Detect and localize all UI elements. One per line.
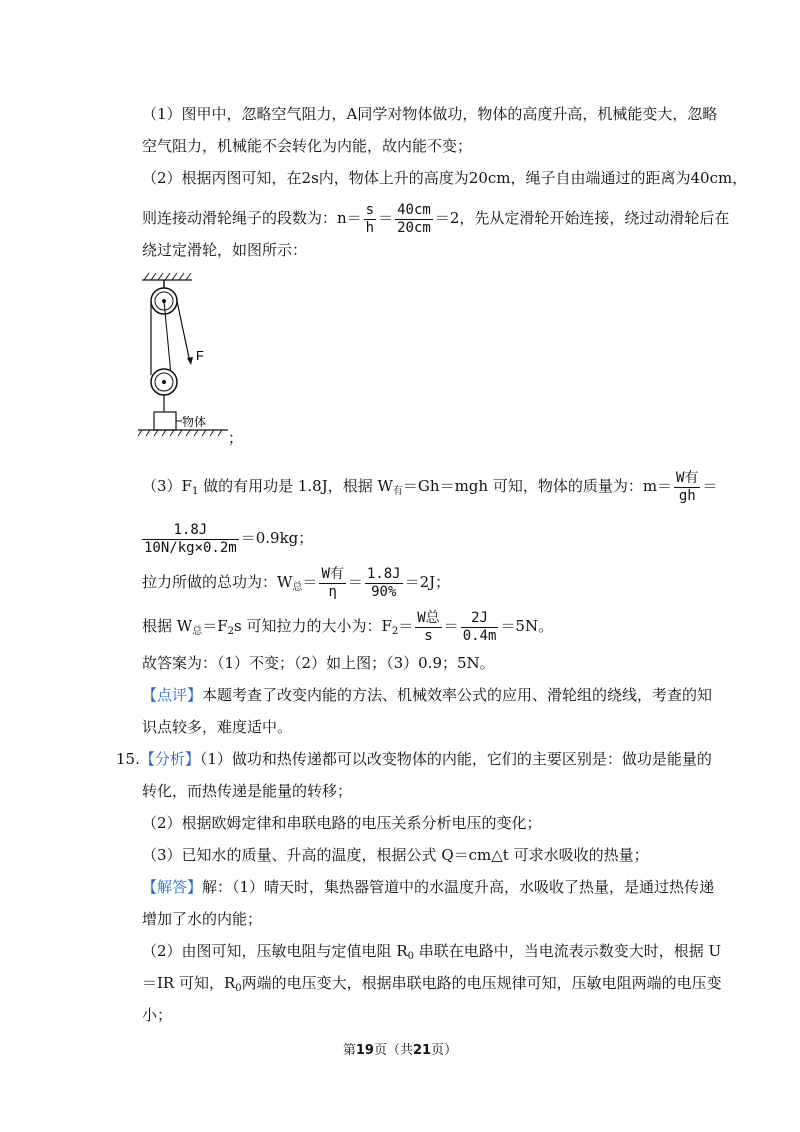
para2-line2 — [142, 200, 729, 237]
para3-line3 — [142, 562, 450, 608]
question-number: 15. — [116, 750, 140, 768]
numerator: 1.8J — [366, 565, 401, 582]
subscript: 总 — [292, 582, 303, 593]
text: ＝Gh＝mgh 可知，物体的质量为：m＝ — [402, 477, 673, 495]
review-line2: 识点较多，难度适中。 — [142, 718, 293, 736]
text: 根据 W — [142, 617, 193, 635]
text: ＝0.9kg； — [240, 529, 314, 547]
force-label: F — [196, 348, 204, 363]
text: 串联在电路中，当电流表示数变大时，根据 U — [413, 942, 722, 960]
fraction-1.8-over-90 — [365, 566, 403, 601]
q15-line7 — [142, 941, 721, 967]
text: 两端的电压变大，根据串联电路的电压规律可知，压敏电阻两端的电压变 — [241, 974, 722, 992]
fraction-s-over-h — [364, 202, 376, 237]
review-line1 — [142, 685, 712, 705]
object-box — [154, 412, 176, 430]
pulley-diagram — [136, 270, 246, 440]
object-label: 物体 — [182, 415, 207, 429]
text: （2）由图可知，压敏电阻与定值电阻 R — [142, 942, 408, 960]
q15-line8 — [142, 973, 722, 999]
text: ＝ — [443, 617, 459, 635]
page-number: 19 — [355, 1043, 374, 1058]
denominator: 0.4m — [462, 627, 497, 644]
q15-line2: 转化，而热传递是能量的转移； — [142, 782, 353, 800]
subscript: 有 — [392, 486, 403, 497]
figure-semicolon: ； — [228, 429, 244, 447]
para2-line3: 绕过定滑轮，如图所示： — [142, 241, 308, 259]
denominator: 20cm — [397, 219, 431, 236]
text: ＝IR 可知，R — [142, 974, 236, 992]
q15-line1 — [116, 749, 712, 769]
solution-tag: 【解答】 — [142, 878, 203, 896]
fraction-wzong-over-s — [415, 610, 441, 645]
fraction-40-over-20 — [395, 202, 433, 237]
subscript: 1 — [191, 486, 199, 497]
numerator: W总 — [417, 609, 440, 626]
text: ＝5N。 — [500, 617, 554, 635]
review-tag: 【点评】 — [142, 686, 203, 704]
fraction-2-over-0.4 — [461, 610, 499, 645]
text: 页） — [431, 1043, 458, 1058]
text: 则连接动滑轮绳子的段数为：n＝ — [142, 209, 362, 227]
text: ＝ — [302, 573, 318, 591]
page-footer — [0, 1039, 800, 1058]
subscript: 2 — [227, 626, 234, 637]
fraction-wyou-over-eta — [319, 566, 345, 601]
text: ＝ — [347, 573, 363, 591]
denominator: 10N/kg×0.2m — [144, 539, 237, 556]
para3-line1 — [142, 466, 718, 512]
numerator: s — [365, 201, 375, 218]
q15-line5 — [142, 877, 714, 897]
subscript: 总 — [192, 626, 203, 637]
para2-line1: （2）根据丙图可知，在2s内，物体上升的高度为20cm，绳子自由端通过的距离为40cm， — [142, 169, 748, 187]
q15-line6: 增加了水的内能； — [142, 910, 263, 928]
text: 页（共 — [373, 1043, 413, 1058]
denominator: 90% — [371, 583, 397, 600]
denominator: gh — [678, 487, 696, 504]
q15-line4: （3）已知水的质量、升高的温度，根据公式 Q＝cm△t 可求水吸收的热量； — [142, 846, 649, 864]
para3-line4 — [142, 606, 553, 652]
equals: ＝ — [378, 209, 394, 227]
text: 做的有用功是 1.8J，根据 W — [198, 477, 393, 495]
q15-line9: 小； — [142, 1006, 173, 1024]
denominator: s — [424, 627, 433, 644]
subscript: 0 — [407, 951, 414, 962]
subscript: 2 — [391, 626, 399, 637]
text: 本题考查了改变内能的方法、机械效率公式的应用、滑轮组的绕线，考查的知 — [202, 686, 713, 704]
text: ＝ — [398, 617, 414, 635]
analysis-tag: 【分析】 — [139, 750, 200, 768]
numerator: 1.8J — [142, 522, 239, 540]
para1-line1: （1）图甲中，忽略空气阻力，A同学对物体做功，物体的高度升高，机械能变大，忽略 — [142, 105, 718, 123]
numerator: W有 — [321, 565, 344, 582]
text: 第 — [342, 1043, 356, 1058]
text: ＝2，先从定滑轮开始连接，绕过动滑轮后在 — [434, 209, 730, 227]
text: s 可知拉力的大小为：F — [233, 617, 392, 635]
numerator: 40cm — [397, 201, 431, 218]
text: 解：（1）晴天时，集热器管道中的水温度升高，水吸收了热量，是通过热传递 — [202, 878, 715, 896]
text: ＝2J； — [404, 573, 451, 591]
fraction-wyou-over-gh — [674, 470, 700, 505]
denominator: η — [328, 583, 337, 600]
force-arrow — [187, 357, 193, 365]
fraction-mass — [142, 522, 239, 557]
text: （3）F — [142, 477, 192, 495]
text: 拉力所做的总功为：W — [142, 573, 293, 591]
movable-pulley — [151, 369, 177, 395]
denominator: h — [365, 219, 375, 236]
q15-line3: （2）根据欧姆定律和串联电路的电压关系分析电压的变化； — [142, 814, 542, 832]
ceiling-hatch — [144, 273, 191, 280]
text: （1）做功和热传递都可以改变物体的内能，它们的主要区别是：做功是能量的 — [199, 750, 712, 768]
subscript: 0 — [235, 983, 242, 994]
ground-hatch — [138, 430, 222, 436]
para1-line2: 空气阻力，机械能不会转化为内能，故内能不变； — [142, 137, 473, 155]
answer-line: 故答案为：（1）不变；（2）如上图；（3）0.9；5N。 — [142, 654, 495, 672]
text: ＝F — [202, 617, 228, 635]
para3-line2 — [140, 518, 313, 558]
total-pages: 21 — [413, 1043, 432, 1058]
numerator: 2J — [461, 610, 499, 628]
text: ＝ — [702, 477, 718, 495]
numerator: W有 — [676, 469, 699, 486]
